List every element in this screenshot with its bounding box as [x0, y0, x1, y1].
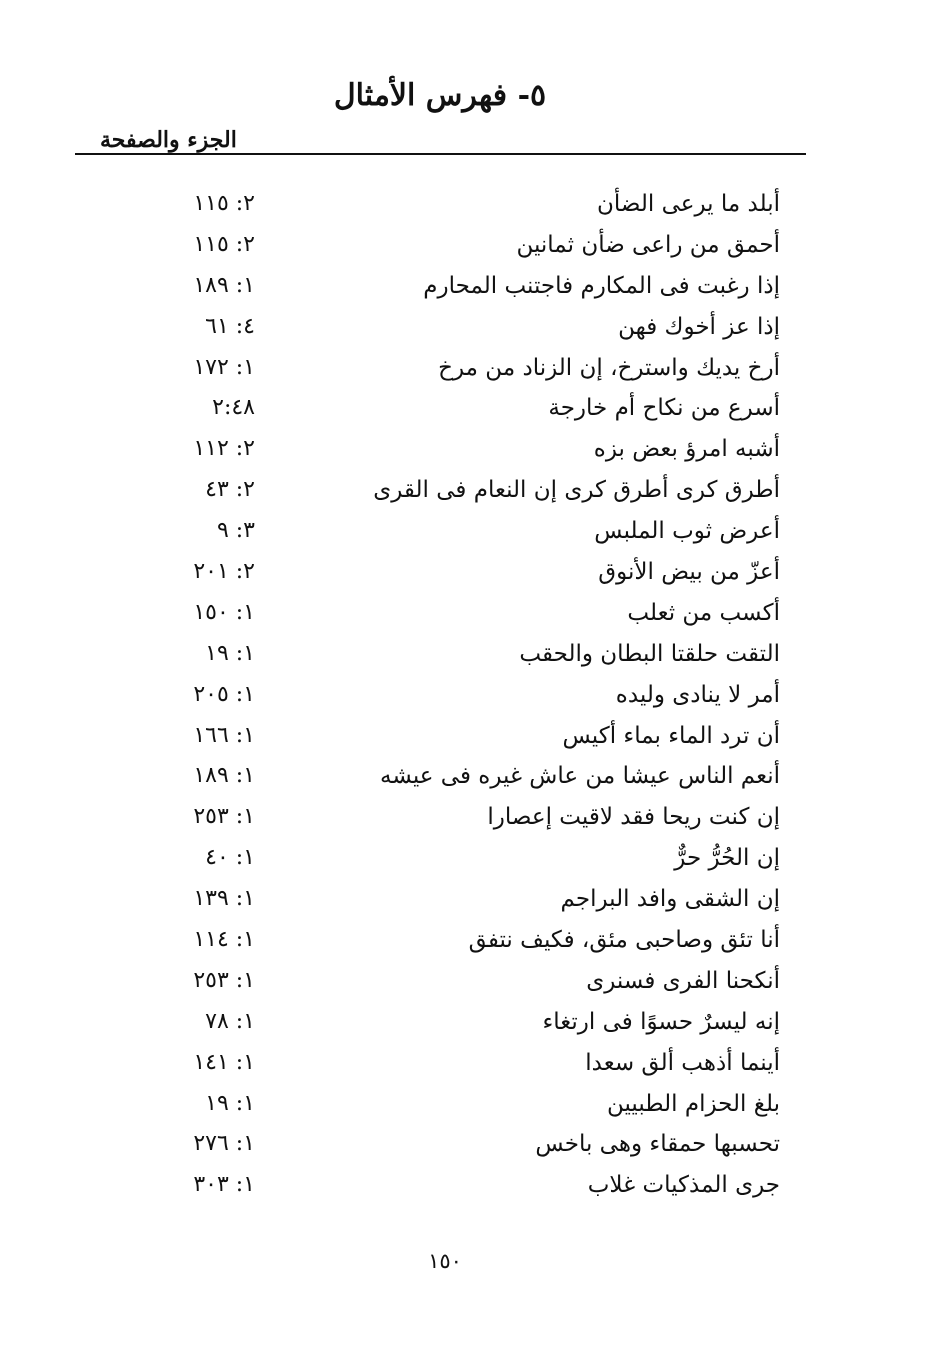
volume-page-ref: ١: ١٩	[205, 1090, 255, 1116]
proverb-text: جرى المذكيات غلاب	[587, 1172, 780, 1199]
volume-page-ref: ١: ١٧٢	[193, 354, 255, 380]
proverb-text: أنكحنا الفرى فسنرى	[586, 967, 780, 994]
proverb-text: أنا تئق وصاحبى مئق، فكيف نتفق	[468, 927, 780, 954]
proverb-text: أرخ يديك واسترخ، إن الزناد من مرخ	[438, 354, 780, 381]
list-item	[0, 675, 925, 716]
proverb-text: أنعم الناس عيشا من عاش غيره فى عيشه	[379, 763, 780, 790]
proverb-text: إذا رغبت فى المكارم فاجتنب المحارم	[423, 272, 780, 299]
proverb-text: أبلد ما يرعى الضأن	[597, 191, 780, 217]
volume-page-ref: ١: ٢٥٣	[193, 967, 255, 993]
volume-page-ref: ٢: ١١٥	[193, 191, 255, 216]
list-item	[0, 1084, 925, 1125]
proverb-text: أطرق كرى أطرق كرى إن النعام فى القرى	[373, 477, 780, 504]
volume-page-ref: ١: ١٦٦	[193, 722, 255, 748]
list-item	[0, 716, 925, 757]
volume-page-ref: ١: ١٨٩	[193, 763, 255, 789]
list-item	[0, 920, 925, 961]
volume-page-ref: ١: ١٥٠	[193, 599, 255, 625]
volume-page-ref: ٣: ٩	[216, 518, 255, 544]
list-item	[0, 348, 925, 389]
list-item	[0, 756, 925, 797]
proverb-text: أمر لا ينادى وليده	[615, 681, 780, 708]
list-item	[0, 797, 925, 838]
proverb-text: أشبه امرؤ بعض بزه	[593, 436, 780, 463]
proverb-text: إن الحُرُّ حرٌّ	[674, 845, 780, 872]
proverb-text: أسرع من نكاح أم خارجة	[548, 395, 780, 422]
list-item	[0, 388, 925, 429]
list-item	[0, 593, 925, 634]
volume-page-ref: ١: ١١٤	[193, 927, 255, 953]
list-item	[0, 1043, 925, 1084]
list-item	[0, 552, 925, 593]
list-item	[0, 307, 925, 348]
volume-page-ref: ١: ٢٠٥	[193, 681, 255, 707]
list-item	[0, 470, 925, 511]
proverb-text: تحسبها حمقاء وهى باخس	[535, 1131, 780, 1158]
proverb-text: إنه ليسرٌ حسوًا فى ارتغاء	[542, 1008, 780, 1035]
list-item	[0, 266, 925, 307]
proverb-text: إن كنت ريحا فقد لاقيت إعصارا	[487, 804, 780, 831]
volume-page-ref: ٢: ١١٥	[193, 231, 255, 257]
volume-page-column-header: الجزء والصفحة	[100, 127, 237, 153]
proverb-text: أن ترد الماء بماء أكيس	[562, 722, 780, 749]
volume-page-ref: ٢: ١١٢	[193, 436, 255, 462]
volume-page-ref: ١: ٣٠٣	[193, 1172, 255, 1198]
volume-page-ref: ٤: ٦١	[205, 313, 255, 339]
page-number: ١٥٠	[428, 1249, 462, 1273]
proverb-text: أكسب من ثعلب	[627, 599, 780, 626]
list-item	[0, 184, 925, 225]
proverb-text: أحمق من راعى ضأن ثمانين	[516, 231, 780, 258]
list-item	[0, 961, 925, 1002]
proverb-text: أعرض ثوب الملبس	[594, 518, 780, 545]
list-item	[0, 838, 925, 879]
list-item	[0, 225, 925, 266]
list-item	[0, 1124, 925, 1165]
header-rule	[75, 153, 806, 155]
proverb-text: بلغ الحزام الطبيين	[606, 1090, 780, 1117]
proverb-text: إن الشقى وافد البراجم	[560, 886, 780, 913]
proverb-text: أعزّ من بيض الأنوق	[598, 559, 780, 586]
volume-page-ref: ٢: ٢٠١	[193, 559, 255, 585]
volume-page-ref: ١: ٧٨	[205, 1008, 255, 1034]
volume-page-ref: ١: ١٤١	[193, 1049, 255, 1075]
volume-page-ref: ١: ١٩	[205, 640, 255, 666]
list-item	[0, 429, 925, 470]
list-item	[0, 634, 925, 675]
list-item	[0, 1002, 925, 1043]
page-title: ٥- فهرس الأمثال	[333, 78, 547, 113]
volume-page-ref: ١: ١٣٩	[193, 886, 255, 912]
volume-page-ref: ١: ٤٠	[205, 845, 255, 871]
volume-page-ref: ٢: ٤٣	[205, 477, 255, 503]
proverb-index-list	[0, 184, 925, 1206]
list-item	[0, 1165, 925, 1206]
list-item	[0, 511, 925, 552]
list-item	[0, 879, 925, 920]
proverb-text: إذا عز أخوك فهن	[618, 313, 780, 340]
proverb-text: التقت حلقتا البطان والحقب	[519, 640, 780, 667]
proverb-text: أينما أذهب ألق سعدا	[585, 1049, 780, 1076]
volume-page-ref: ١: ٢٧٦	[193, 1131, 255, 1157]
volume-page-ref: ١: ١٨٩	[193, 272, 255, 298]
volume-page-ref: ١: ٢٥٣	[193, 804, 255, 830]
volume-page-ref: ٢:٤٨	[212, 395, 255, 421]
